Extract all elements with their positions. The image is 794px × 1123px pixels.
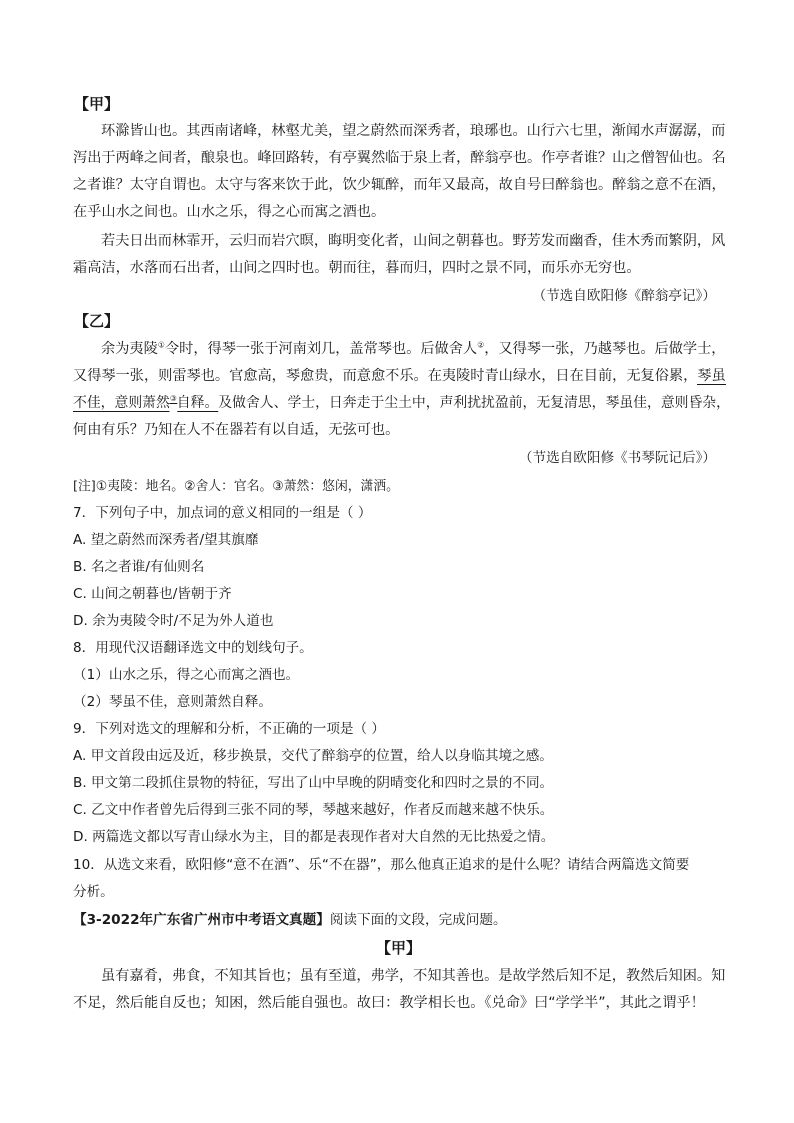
yi-line-1-c: ，又得琴一张，乃越琴也。后做学士， [484, 341, 726, 357]
section-3-tag: 【3-2022年广东省广州市中考语文真题】 [73, 912, 330, 928]
jia-p1-line-3: 之者谁？太守自谓也。太守与客来饮于此，饮少辄醉，而年又最高，故自号曰醉翁也。醉翁之意不在酒， [73, 177, 726, 193]
question-7-stem: 7．下列句子中，加点词的意义相同的一组是（ ） [73, 505, 372, 521]
section-header-jia: 【甲】 [74, 95, 120, 113]
section-3-instruction: 阅读下面的文段，完成问题。 [329, 912, 507, 928]
annotation-note: [注]①夷陵：地名。②舍人：官名。③萧然：悠闲，潇洒。 [73, 479, 399, 494]
section-3-header-jia: 【甲】 [376, 939, 422, 957]
jia-p2-line-1: 若夫日出而林霏开，云归而岩穴暝，晦明变化者，山间之朝暮也。野芳发而幽香，佳木秀而繁阴，风 [101, 233, 726, 249]
yi-line-4: 何由有乐？乃知在人不在器若有以自适，无弦可也。 [73, 422, 400, 438]
yi-line-2-text: 又得琴一张，则雷琴也。官愈高，琴愈贵，而意愈不乐。在夷陵时青山绿水，日在目前，无复俗累， [73, 368, 698, 384]
section-3-p-line-2: 不足，然后能自反也；知困，然后能自强也。故曰：教学相长也。《兑命》曰“学学半”，其此之谓乎！ [73, 995, 705, 1011]
question-7-option-c: C. 山间之朝暮也/皆朝于齐 [73, 586, 232, 602]
yi-line-1 [101, 339, 725, 359]
yi-line-1-b: 令时，得琴一张于河南刘几，盖常琴也。后做舍人 [164, 341, 478, 357]
footnote-mark-3: ③ [169, 394, 177, 404]
section-header-yi: 【乙】 [74, 312, 120, 330]
question-9-option-b: B. 甲文第二段抓住景物的特征，写出了山中早晚的阴晴变化和四时之景的不同。 [73, 775, 554, 791]
jia-source: （节选自欧阳修《醉翁亭记》） [532, 288, 716, 304]
yi-source: （节选自欧阳修《书琴阮记后》） [518, 450, 716, 466]
question-9-option-d: D. 两篇选文都以写青山绿水为主，目的都是表现作者对大自然的无比热爱之情。 [73, 829, 555, 845]
jia-p1-line-2: 泻出于两峰之间者，酿泉也。峰回路转，有亭翼然临于泉上者，醉翁亭也。作亭者谁？山之僧智仙也。名 [73, 150, 726, 166]
question-8-item-1: （1）山水之乐，得之心而寓之酒也。 [73, 667, 300, 683]
question-10-line-2: 分析。 [73, 884, 114, 900]
yi-underlined-sentence-part-1: 琴虽 [697, 368, 726, 384]
question-9-option-a: A. 甲文首段由远及近，移步换景，交代了醉翁亭的位置，给人以身临其境之感。 [73, 748, 553, 764]
yi-line-1-a: 余为夷陵 [101, 341, 158, 357]
jia-p1-line-4: 在乎山水之间也。山水之乐，得之心而寓之酒也。 [73, 204, 386, 220]
yi-line-3-text: 及做舍人、学士，日奔走于尘土中，声利扰扰盈前，无复清思，琴虽佳，意则昏杂， [218, 395, 730, 411]
question-8-item-2: （2）琴虽不佳，意则萧然自释。 [73, 694, 272, 710]
question-9-stem: 9．下列对选文的理解和分析，不正确的一项是（ ） [73, 721, 386, 737]
footnote-mark-2: ② [477, 340, 485, 350]
yi-line-3 [73, 393, 730, 413]
question-7-option-a: A. 望之蔚然而深秀者/望其旗靡 [73, 532, 259, 548]
yi-line-2 [73, 366, 726, 386]
jia-p1-line-1: 环滁皆山也。其西南诸峰，林壑尤美，望之蔚然而深秀者，琅琊也。山行六七里，渐闻水声潺潺，而 [101, 123, 726, 139]
section-3-p-line-1: 虽有嘉肴，弗食，不知其旨也；虽有至道，弗学，不知其善也。是故学然后知不足，教然后知困。知 [101, 968, 726, 984]
question-9-option-c: C. 乙文中作者曾先后得到三张不同的琴，琴越来越好，作者反而越来越不快乐。 [73, 802, 554, 818]
question-7-option-b: B. 名之者谁/有仙则名 [73, 559, 205, 575]
question-10-line-1: 10．从选文来看，欧阳修“意不在酒”、乐“不在器”，那么他真正追求的是什么呢？请结合两篇选文简要 [73, 857, 690, 873]
footnote-mark-1: ① [157, 340, 165, 350]
jia-p2-line-2: 霜高洁，水落而石出者，山间之四时也。朝而往，暮而归，四时之景不同，而乐亦无穷也。 [73, 260, 641, 276]
section-3-intro [73, 910, 507, 930]
question-8-stem: 8．用现代汉语翻译选文中的划线句子。 [73, 640, 313, 656]
yi-underlined-sentence-part-3: 自释。 [176, 395, 219, 411]
yi-underlined-sentence-part-2: 不佳，意则萧然 [73, 395, 170, 411]
question-7-option-d: D. 余为夷陵令时/不足为外人道也 [73, 613, 274, 629]
